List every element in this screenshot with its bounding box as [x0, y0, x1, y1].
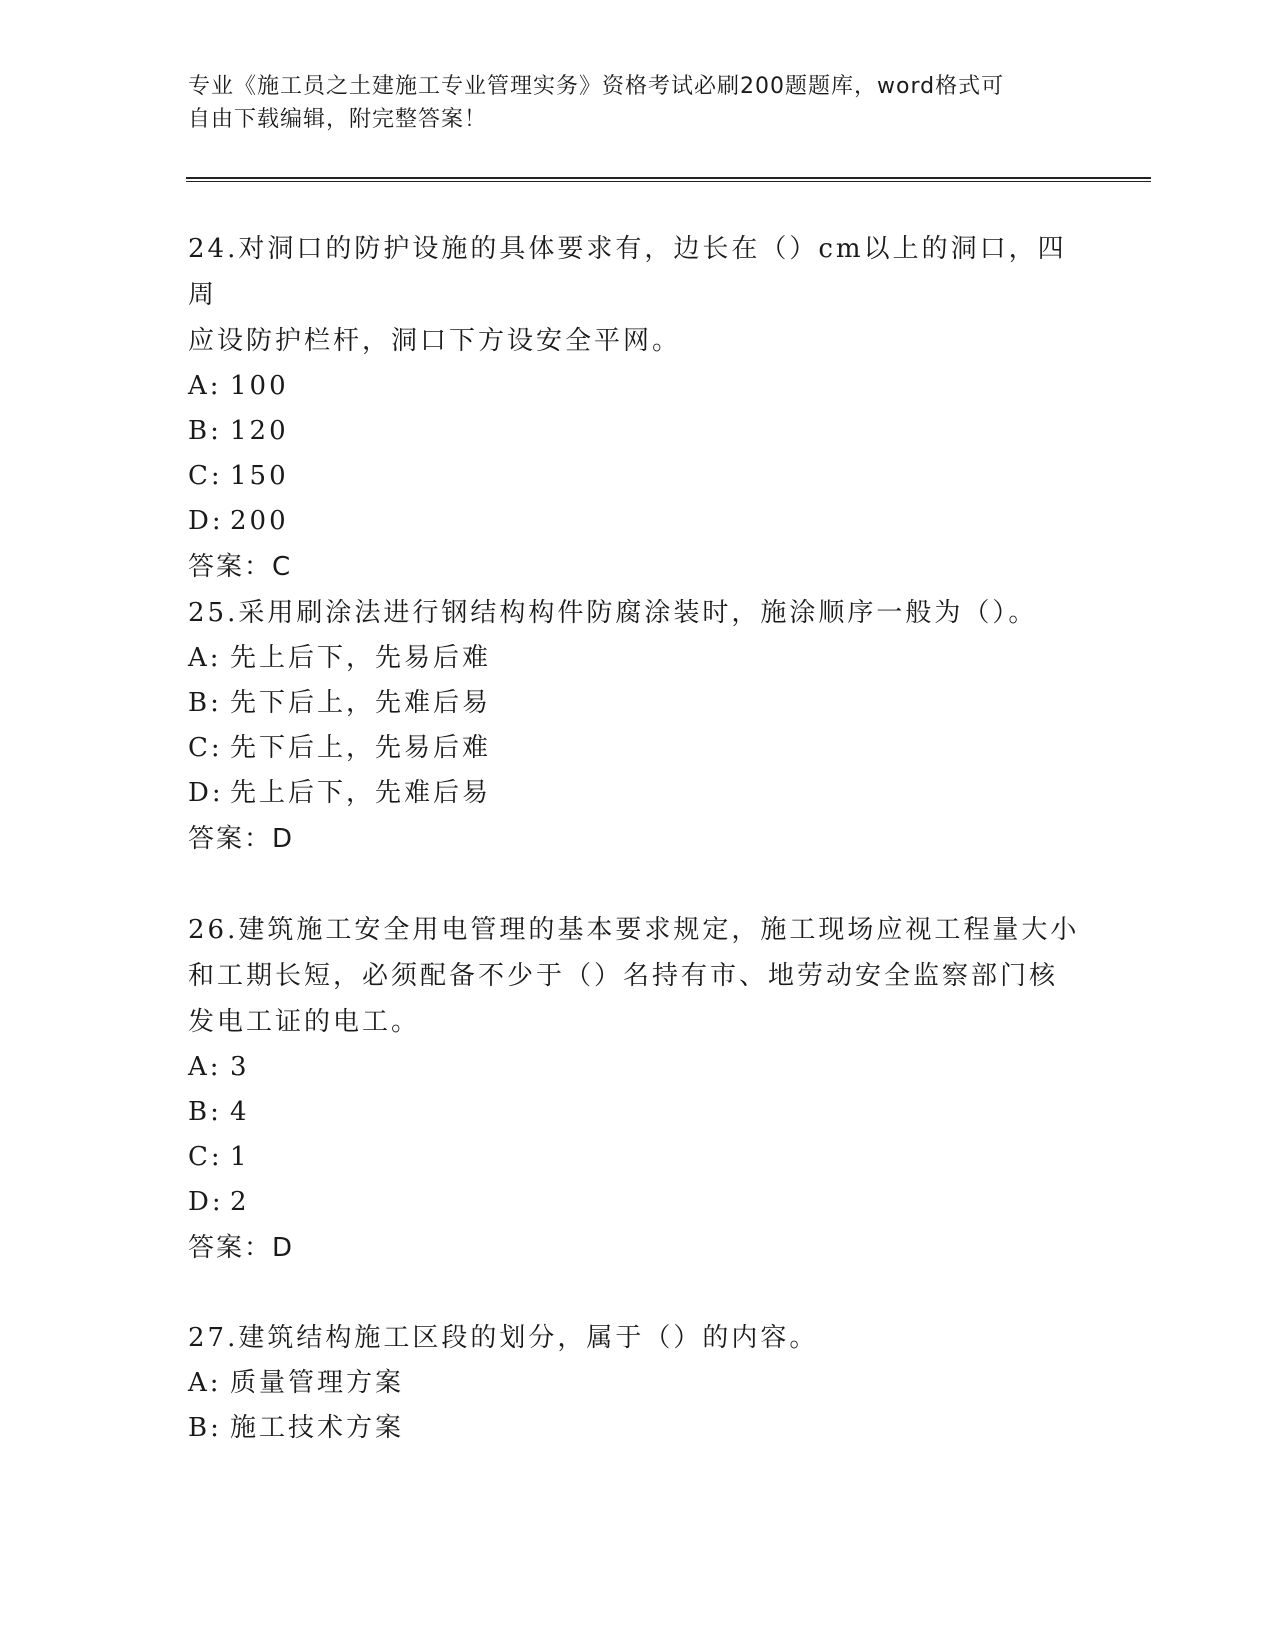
option-d: [188, 1180, 1088, 1225]
option-text: 1: [230, 1142, 250, 1172]
option-text: 施工技术方案: [230, 1413, 405, 1443]
option-text: 2: [230, 1187, 250, 1217]
option-label: C:: [188, 733, 223, 763]
option-a: [188, 1361, 1088, 1406]
question-stem-line: 26.建筑施工安全用电管理的基本要求规定，施工现场应视工程量大小: [188, 915, 1080, 945]
option-label: D:: [188, 1187, 224, 1217]
option-label: D:: [188, 506, 224, 536]
answer-line: 答案：D: [188, 824, 295, 854]
option-c: [188, 726, 1088, 771]
option-text: 先上后下，先易后难: [230, 643, 492, 673]
option-label: C:: [188, 1142, 223, 1172]
option-text: 100: [230, 371, 289, 401]
option-label: B:: [188, 416, 222, 446]
option-b: [188, 681, 1088, 726]
option-a: [188, 1045, 1088, 1090]
option-a: [188, 636, 1088, 681]
option-label: C:: [188, 461, 223, 491]
header-divider: [186, 177, 1151, 182]
option-b: [188, 409, 1088, 454]
question-26: [188, 907, 1088, 1271]
question-stem-line: 25.采用刷涂法进行钢结构构件防腐涂装时，施涂顺序一般为（）。: [188, 598, 1038, 628]
option-b: [188, 1406, 1088, 1451]
option-label: A:: [188, 371, 222, 401]
question-stem-line: 发电工证的电工。: [188, 1007, 421, 1037]
question-27: [188, 1315, 1088, 1451]
document-header: [188, 70, 1088, 136]
option-text: 先下后上，先难后易: [230, 688, 492, 718]
option-text: 120: [230, 416, 289, 446]
option-text: 150: [230, 461, 289, 491]
option-a: [188, 364, 1088, 409]
answer-line: 答案：C: [188, 552, 293, 582]
option-c: [188, 1135, 1088, 1180]
option-label: B:: [188, 1097, 222, 1127]
option-text: 3: [230, 1052, 250, 1082]
question-stem-line: 和工期长短，必须配备不少于（）名持有市、地劳动安全监察部门核: [188, 961, 1059, 991]
question-stem-line: 应设防护栏杆，洞口下方设安全平网。: [188, 326, 682, 356]
option-text: 4: [230, 1097, 250, 1127]
option-label: D:: [188, 778, 224, 808]
option-label: A:: [188, 1368, 222, 1398]
question-stem-line: 24.对洞口的防护设施的具体要求有，边长在（）cm以上的洞口，四周: [188, 234, 1067, 310]
question-stem-line: 27.建筑结构施工区段的划分，属于（）的内容。: [188, 1323, 819, 1353]
option-d: [188, 499, 1088, 544]
option-text: 先下后上，先易后难: [230, 733, 492, 763]
option-text: 200: [230, 506, 289, 536]
option-d: [188, 771, 1088, 816]
option-label: B:: [188, 688, 222, 718]
option-text: 先上后下，先难后易: [230, 778, 492, 808]
header-title-line-1: 专业《施工员之土建施工专业管理实务》资格考试必刷200题题库，word格式可: [188, 74, 1005, 99]
option-text: 质量管理方案: [230, 1368, 405, 1398]
answer-line: 答案：D: [188, 1233, 295, 1263]
question-25: [188, 590, 1088, 862]
header-title-line-2: 自由下载编辑，附完整答案！: [188, 107, 488, 132]
option-label: A:: [188, 643, 222, 673]
option-label: B:: [188, 1413, 222, 1443]
option-label: A:: [188, 1052, 222, 1082]
option-b: [188, 1090, 1088, 1135]
option-c: [188, 454, 1088, 499]
question-24: [188, 226, 1088, 590]
